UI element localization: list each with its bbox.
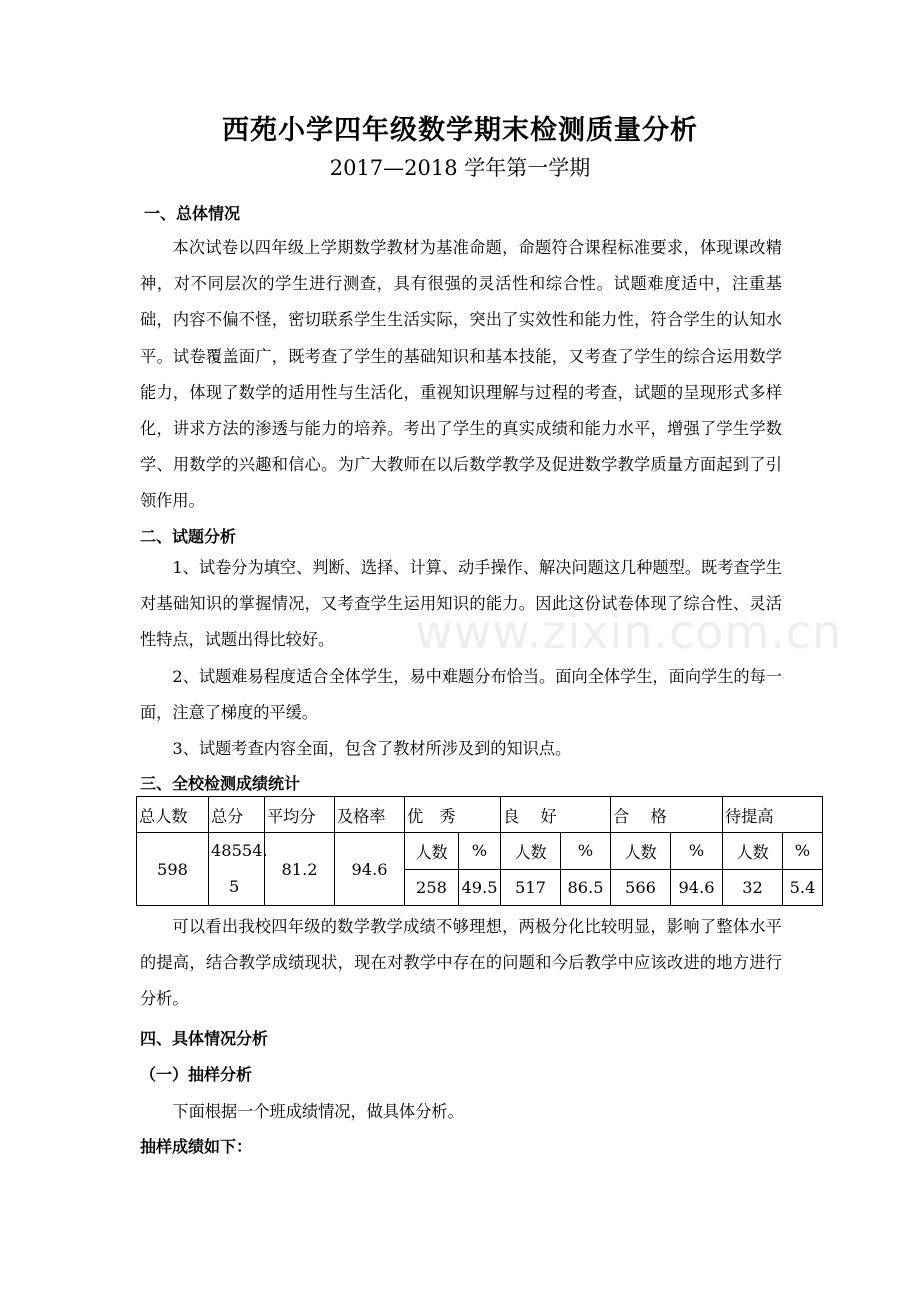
- cell-pass-rate: 94.6: [335, 833, 405, 906]
- header-pass-rate: 及格率: [335, 797, 405, 833]
- section-heading-statistics: 三、全校检测成绩统计: [140, 774, 301, 793]
- section-heading-analysis: 二、试题分析: [140, 527, 237, 546]
- header-pass: 合 格: [611, 797, 723, 833]
- sampling-description: 下面根据一个班成绩情况，做具体分析。: [172, 1102, 464, 1121]
- header-excellent: 优 秀: [405, 797, 501, 833]
- value-excellent-count: 258: [405, 869, 459, 906]
- value-pass-count: 566: [611, 869, 671, 906]
- analysis-paragraph-1: 1、试卷分为填空、判断、选择、计算、动手操作、解决问题这几种题型。既考查学生对基础知识的掌握情况，又考查学生运用知识的能力。因此这份试卷体现了综合性、灵活性特点，试题出得比较好。: [140, 558, 782, 650]
- subheader-percent: %: [459, 833, 501, 870]
- cell-average: 81.2: [265, 833, 335, 906]
- header-to-improve: 待提高: [723, 797, 823, 833]
- subheader-count: 人数: [501, 833, 561, 870]
- value-excellent-percent: 49.5: [459, 869, 501, 906]
- cell-total-score: [209, 833, 268, 906]
- value-improve-percent: 5.4: [783, 869, 823, 906]
- overview-paragraph: 本次试卷以四年级上学期数学教材为基准命题，命题符合课程标准要求，体现课改精神，对不同层次的学生进行测查，具有很强的灵活性和综合性。试题难度适中，注重基础，内容不偏不怪，密切联系学生生活实际，突出了实效性和能力性，符合学生的认知水平。试卷覆盖面广，既考查了学生的基础知识和基本技能，又考查了学生的综合运用数学能力，体现了数学的适用性与生活化，重视知识理解与过程的考查，试题的呈现形式多样化，讲求方法的渗透与能力的培养。考出了学生的真实成绩和能力水平，增强了学生学数学、用数学的兴趣和信心。为广大教师在以后数学教学及促进数学教学质量方面起到了引领作用。: [140, 238, 782, 511]
- cell-total-score-line1: 48554.: [211, 841, 268, 860]
- analysis-paragraph-3: 3、试题考查内容全面，包含了教材所涉及到的知识点。: [172, 739, 572, 758]
- score-statistics-table: [136, 796, 823, 906]
- document-subtitle: 2017—2018 学年第一学期: [329, 156, 591, 180]
- statistics-summary-paragraph: 可以看出我校四年级的数学教学成绩不够理想，两极分化比较明显，影响了整体水平的提高，结合教学成绩现状，现在对教学中存在的问题和今后教学中应该改进的地方进行分析。: [140, 917, 782, 1009]
- sample-scores-label: 抽样成绩如下：: [140, 1137, 253, 1156]
- analysis-paragraph-2: 2、试题难易程度适合全体学生，易中难题分布恰当。面向全体学生，面向学生的每一面，注意了梯度的平缓。: [140, 667, 782, 723]
- value-good-count: 517: [501, 869, 561, 906]
- section-heading-details: 四、具体情况分析: [140, 1029, 269, 1048]
- table-header-row: [137, 797, 823, 833]
- header-good: 良 好: [501, 797, 611, 833]
- subheader-percent: %: [671, 833, 723, 870]
- value-improve-count: 32: [723, 869, 783, 906]
- value-pass-percent: 94.6: [671, 869, 723, 906]
- cell-total-students: 598: [137, 833, 209, 906]
- subheader-count: 人数: [611, 833, 671, 870]
- subheader-percent: %: [561, 833, 611, 870]
- header-total-students: 总人数: [137, 797, 209, 833]
- cell-total-score-line2: 5: [229, 877, 240, 896]
- header-total-score: 总分: [209, 797, 265, 833]
- watermark: www.zixin.com.cn: [415, 605, 843, 659]
- value-good-percent: 86.5: [561, 869, 611, 906]
- subheader-count: 人数: [723, 833, 783, 870]
- section-heading-overview: 一、总体情况: [144, 204, 241, 223]
- subheader-count: 人数: [405, 833, 459, 870]
- table-subheader-row: [137, 833, 823, 870]
- header-average: 平均分: [265, 797, 335, 833]
- document-title: 西苑小学四年级数学期末检测质量分析: [222, 115, 698, 146]
- subheader-percent: %: [783, 833, 823, 870]
- sub-heading-sampling: （一）抽样分析: [140, 1065, 253, 1084]
